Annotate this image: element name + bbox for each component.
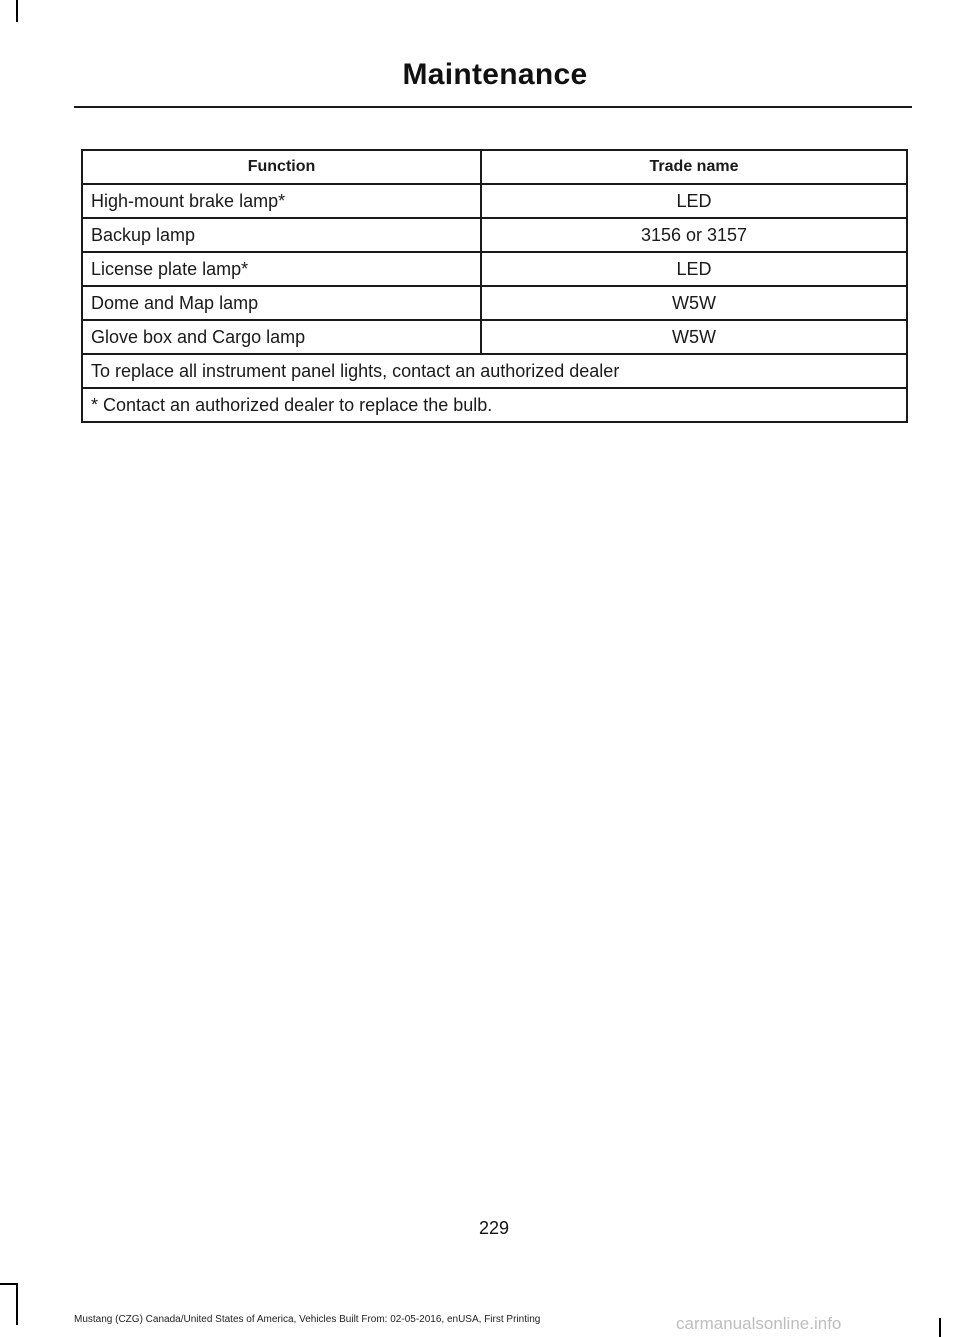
cell-trade-name: LED: [481, 252, 907, 286]
page-number: 229: [478, 1218, 510, 1238]
table-note-row: [82, 354, 907, 388]
column-header-function: Function: [82, 150, 481, 184]
bulb-specification-table: [81, 149, 908, 423]
cell-trade-name: W5W: [481, 320, 907, 354]
crop-mark-top-left: [16, 0, 18, 22]
column-header-trade-name: Trade name: [481, 150, 907, 184]
cell-trade-name: LED: [481, 184, 907, 218]
cell-trade-name: W5W: [481, 286, 907, 320]
cell-function: License plate lamp*: [82, 252, 481, 286]
table-header-row: [82, 150, 907, 184]
note-instrument-panel: To replace all instrument panel lights, contact an authorized dealer: [82, 354, 907, 388]
cell-trade-name: 3156 or 3157: [481, 218, 907, 252]
crop-mark-bottom-left-vertical: [16, 1283, 18, 1325]
table-row: [82, 218, 907, 252]
note-dealer-replacement: * Contact an authorized dealer to replace the bulb.: [82, 388, 907, 422]
page-title: Maintenance: [402, 58, 588, 91]
cell-function: Backup lamp: [82, 218, 481, 252]
header-divider: [74, 106, 912, 108]
watermark: carmanualsonline.info: [676, 1314, 842, 1333]
table-row: [82, 320, 907, 354]
cell-function: High-mount brake lamp*: [82, 184, 481, 218]
table-row: [82, 252, 907, 286]
publication-footer: Mustang (CZG) Canada/United States of America, Vehicles Built From: 02-05-2016, enUSA, First Printing: [74, 1314, 541, 1325]
table-row: [82, 184, 907, 218]
cell-function: Dome and Map lamp: [82, 286, 481, 320]
table-row: [82, 286, 907, 320]
cell-function: Glove box and Cargo lamp: [82, 320, 481, 354]
crop-mark-bottom-right: [939, 1318, 941, 1337]
table-note-row: [82, 388, 907, 422]
